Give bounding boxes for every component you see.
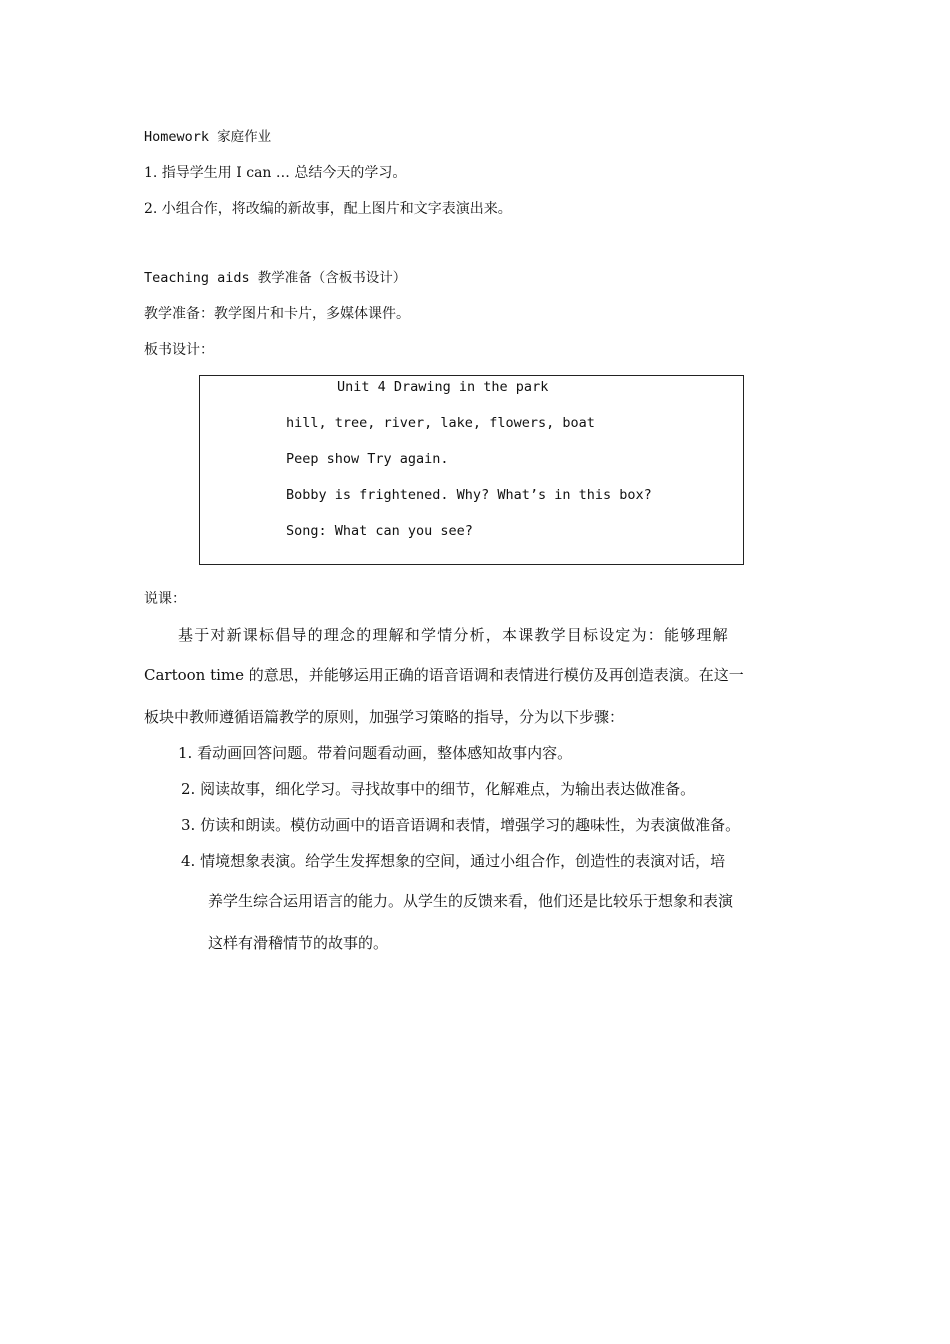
board-question-line: Bobby is frightened. Why? What’s in this box? [286,487,652,503]
blackboard-design-box [199,375,744,565]
board-title: Unit 4 Drawing in the park [337,379,549,395]
board-song-line: Song: What can you see? [286,523,473,539]
board-peep-show-line: Peep show Try again. [286,451,449,467]
homework-item-2: 2. 小组合作，将改编的新故事，配上图片和文字表演出来。 [144,201,512,217]
intro-line-2: Cartoon time 的意思，并能够运用正确的语音语调和表情进行模仿及再创造表演。在这一 [144,666,744,684]
step-3: 3. 仿读和朗读。模仿动画中的语音语调和表情，增强学习的趣味性，为表演做准备。 [181,816,741,834]
step-2: 2. 阅读故事，细化学习。寻找故事中的细节，化解难点，为输出表达做准备。 [181,780,696,798]
homework-item-1: 1. 指导学生用 I can … 总结今天的学习。 [144,165,407,181]
step-4-line-1: 4. 情境想象表演。给学生发挥想象的空间，通过小组合作，创造性的表演对话，培 [181,852,726,870]
lesson-talk-heading: 说课： [144,591,186,607]
teaching-prep: 教学准备：教学图片和卡片，多媒体课件。 [144,306,410,322]
step-1: 1. 看动画回答问题。带着问题看动画，整体感知故事内容。 [178,744,573,762]
board-vocab-line: hill, tree, river, lake, flowers, boat [286,415,595,431]
step-4-line-2: 养学生综合运用语言的能力。从学生的反馈来看，他们还是比较乐于想象和表演 [208,892,734,910]
step-4-line-3: 这样有滑稽情节的故事的。 [208,934,389,952]
intro-line-1: 基于对新课标倡导的理念的理解和学情分析，本课教学目标设定为：能够理解 [178,626,729,644]
homework-heading: Homework 家庭作业 [144,129,272,145]
intro-line-3: 板块中教师遵循语篇教学的原则，加强学习策略的指导，分为以下步骤： [144,708,625,726]
teaching-aids-heading: Teaching aids 教学准备（含板书设计） [144,270,407,286]
board-design-label: 板书设计： [144,342,214,358]
